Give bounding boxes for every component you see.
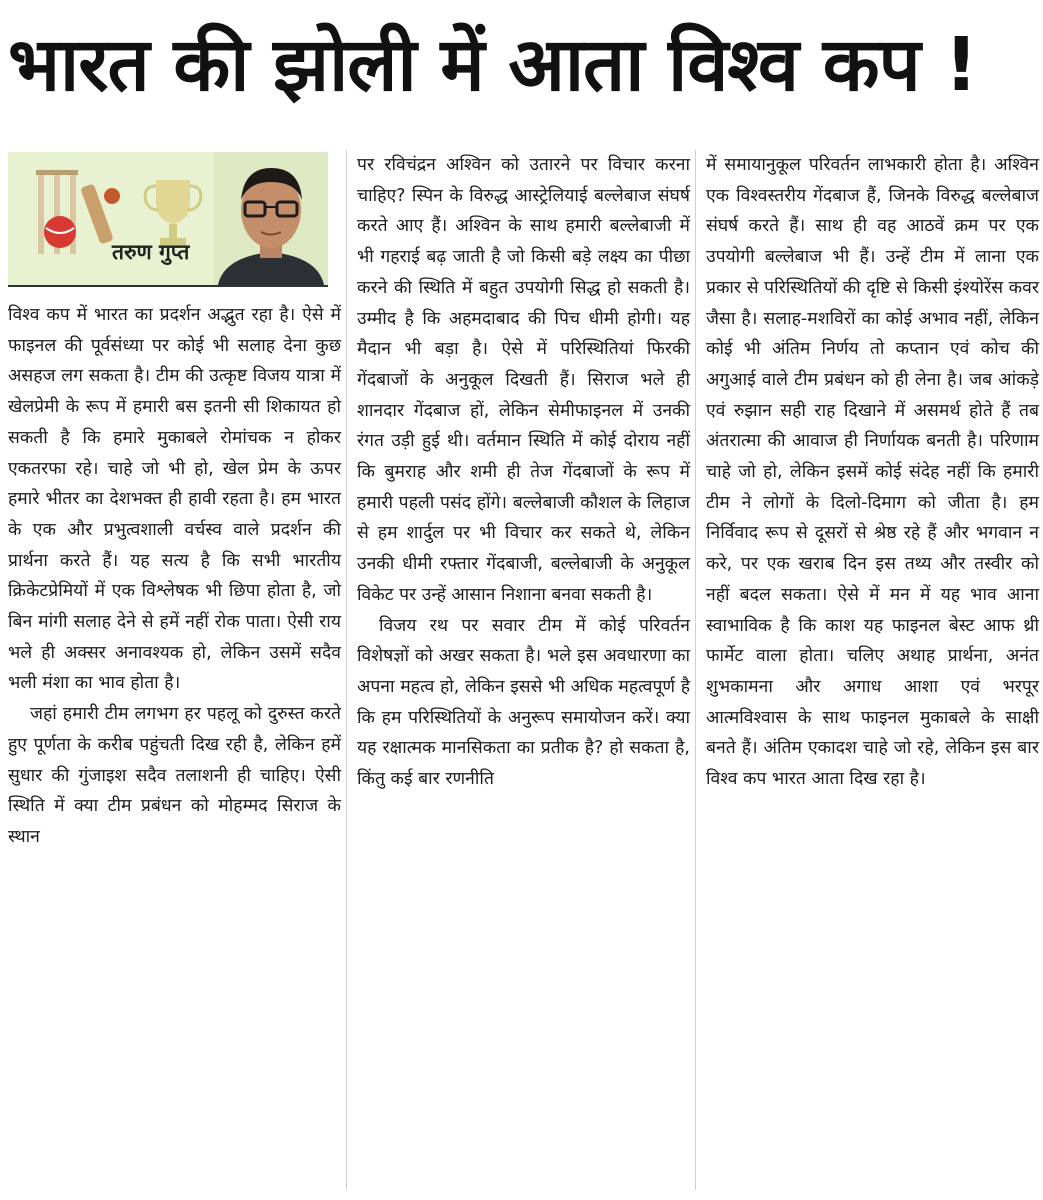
author-byline: [8, 152, 328, 287]
column-divider: [695, 150, 696, 1190]
article-paragraph: पर रविचंद्रन अश्विन को उतारने पर विचार करना चाहिए? स्पिन के विरुद्ध आस्ट्रेलियाई बल्लेबाज संघर्ष करते आए हैं। अश्विन के साथ हमारी बल्लेबाजी में भी गहराई बढ़ जाती है जो किसी बड़े लक्ष्य का पीछा करने की स्थिति में बहुत उपयोगी सिद्ध हो सकती है। उम्मीद है कि अहमदाबाद की पिच धीमी होगी। यह मैदान भी बड़ा है। ऐसे में परिस्थितियां फिरकी गेंदबाजों के अनुकूल दिखती हैं। सिराज भले ही शानदार गेंदबाज हों, लेकिन सेमीफाइनल में उनकी रंगत उड़ी हुई थी। वर्तमान स्थिति में कोई दोराय नहीं कि बुमराह और शमी ही तेज गेंदबाजों के रूप में हमारी पहली पसंद होंगे। बल्लेबाजी कौशल के लिहाज से हम शार्दुल पर भी विचार कर सकते थे, लेकिन उनकी धीमी रफ्तार गेंदबाजी, बल्लेबाजी के अनुकूल विकेट पर उन्हें आसान निशाना बनवा सकती है।: [357, 155, 690, 605]
article-paragraph: में समायानुकूल परिवर्तन लाभकारी होता है। अश्विन एक विश्वस्तरीय गेंदबाज हैं, जिनके विरुद्ध बल्लेबाज संघर्ष करते हैं। साथ ही वह आठवें क्रम पर एक उपयोगी बल्लेबाज भी हैं। उन्हें टीम में लाना एक प्रकार से परिस्थितियों की दृष्टि से किसी इंश्योरेंस कवर जैसा है। सलाह-मशविरों का कोई अभाव नहीं, लेकिन कोई भी अंतिम निर्णय तो कप्तान एवं कोच की अगुआई वाले टीम प्रबंधन को ही लेना है। जब आंकड़े एवं रुझान सही राह दिखाने में असमर्थ होते हैं तब अंतरात्मा की आवाज ही निर्णायक बनती है। परिणाम चाहे जो हो, लेकिन इसमें कोई संदेह नहीं कि हमारी टीम ने लोगों के दिलो-दिमाग को जीता है। हम निर्विवाद रूप से दूसरों से श्रेष्ठ रहे हैं और भगवान न करे, पर एक खराब दिन इस तथ्य और तस्वीर को नहीं बदल सकता। ऐसे में मन में यह भाव आना स्वाभाविक है कि काश यह फाइनल बेस्ट आफ थ्री फार्मेट वाला होता। चलिए अथाह प्रार्थना, अनंत शुभकामना और अगाध आशा एवं भरपूर आत्मविश्वास के साथ फाइनल मुकाबले के साक्षी बनते हैं। अंतिम एकादश चाहे जो रहे, लेकिन इस बार विश्व कप भारत आता दिख रहा है।: [706, 155, 1039, 790]
article-column-3: [706, 150, 1039, 795]
article-paragraph: विश्व कप में भारत का प्रदर्शन अद्भुत रहा है। ऐसे में फाइनल की पूर्वसंध्या पर कोई भी सलाह देना कुछ असहज लग सकता है। टीम की उत्कृष्ट विजय यात्रा में खेलप्रेमी के रूप में हमारी बस इतनी सी शिकायत हो सकती है कि हमारे मुकाबले रोमांचक न होकर एकतरफा रहे। चाहे जो भी हो, खेल प्रेम के ऊपर हमारे भीतर का देशभक्त ही हावी रहता है। हम भारत के एक और प्रभुत्वशाली वर्चस्व वाले प्रदर्शन की प्रार्थना करते हैं। यह सत्य है कि सभी भारतीय क्रिकेटप्रेमियों में एक विश्लेषक भी छिपा होता है, जो बिन मांगी सलाह देने से हमें नहीं रोक पाता। ऐसी राय भले ही अक्सर अनावश्यक हो, लेकिन उसमें सदैव भली मंशा का भाव होता है।: [8, 305, 341, 694]
column-divider: [346, 150, 347, 1190]
author-name: तरुण गुप्त: [112, 240, 190, 264]
article-paragraph: जहां हमारी टीम लगभग हर पहलू को दुरुस्त करते हुए पूर्णता के करीब पहुंचती दिख रही है, लेकिन हमें सुधार की गुंजाइश सदैव तलाशनी ही चाहिए। ऐसी स्थिति में क्या टीम प्रबंधन को मोहम्मद सिराज के स्थान: [8, 704, 341, 847]
author-photo: [214, 152, 328, 285]
article-column-2: [357, 150, 690, 795]
article-column-1: [8, 300, 341, 853]
article-paragraph: विजय रथ पर सवार टीम में कोई परिवर्तन विशेषज्ञों को अखर सकता है। भले इस अवधारणा का अपना महत्व हो, लेकिन इससे भी अधिक महत्वपूर्ण है कि हम परिस्थितियों के अनुरूप समायोजन करें। क्या यह रक्षात्मक मानसिकता का प्रतीक है? हो सकता है, किंतु कई बार रणनीति: [357, 615, 690, 790]
article-headline: भारत की झोली में आता विश्व कप !: [8, 22, 978, 108]
